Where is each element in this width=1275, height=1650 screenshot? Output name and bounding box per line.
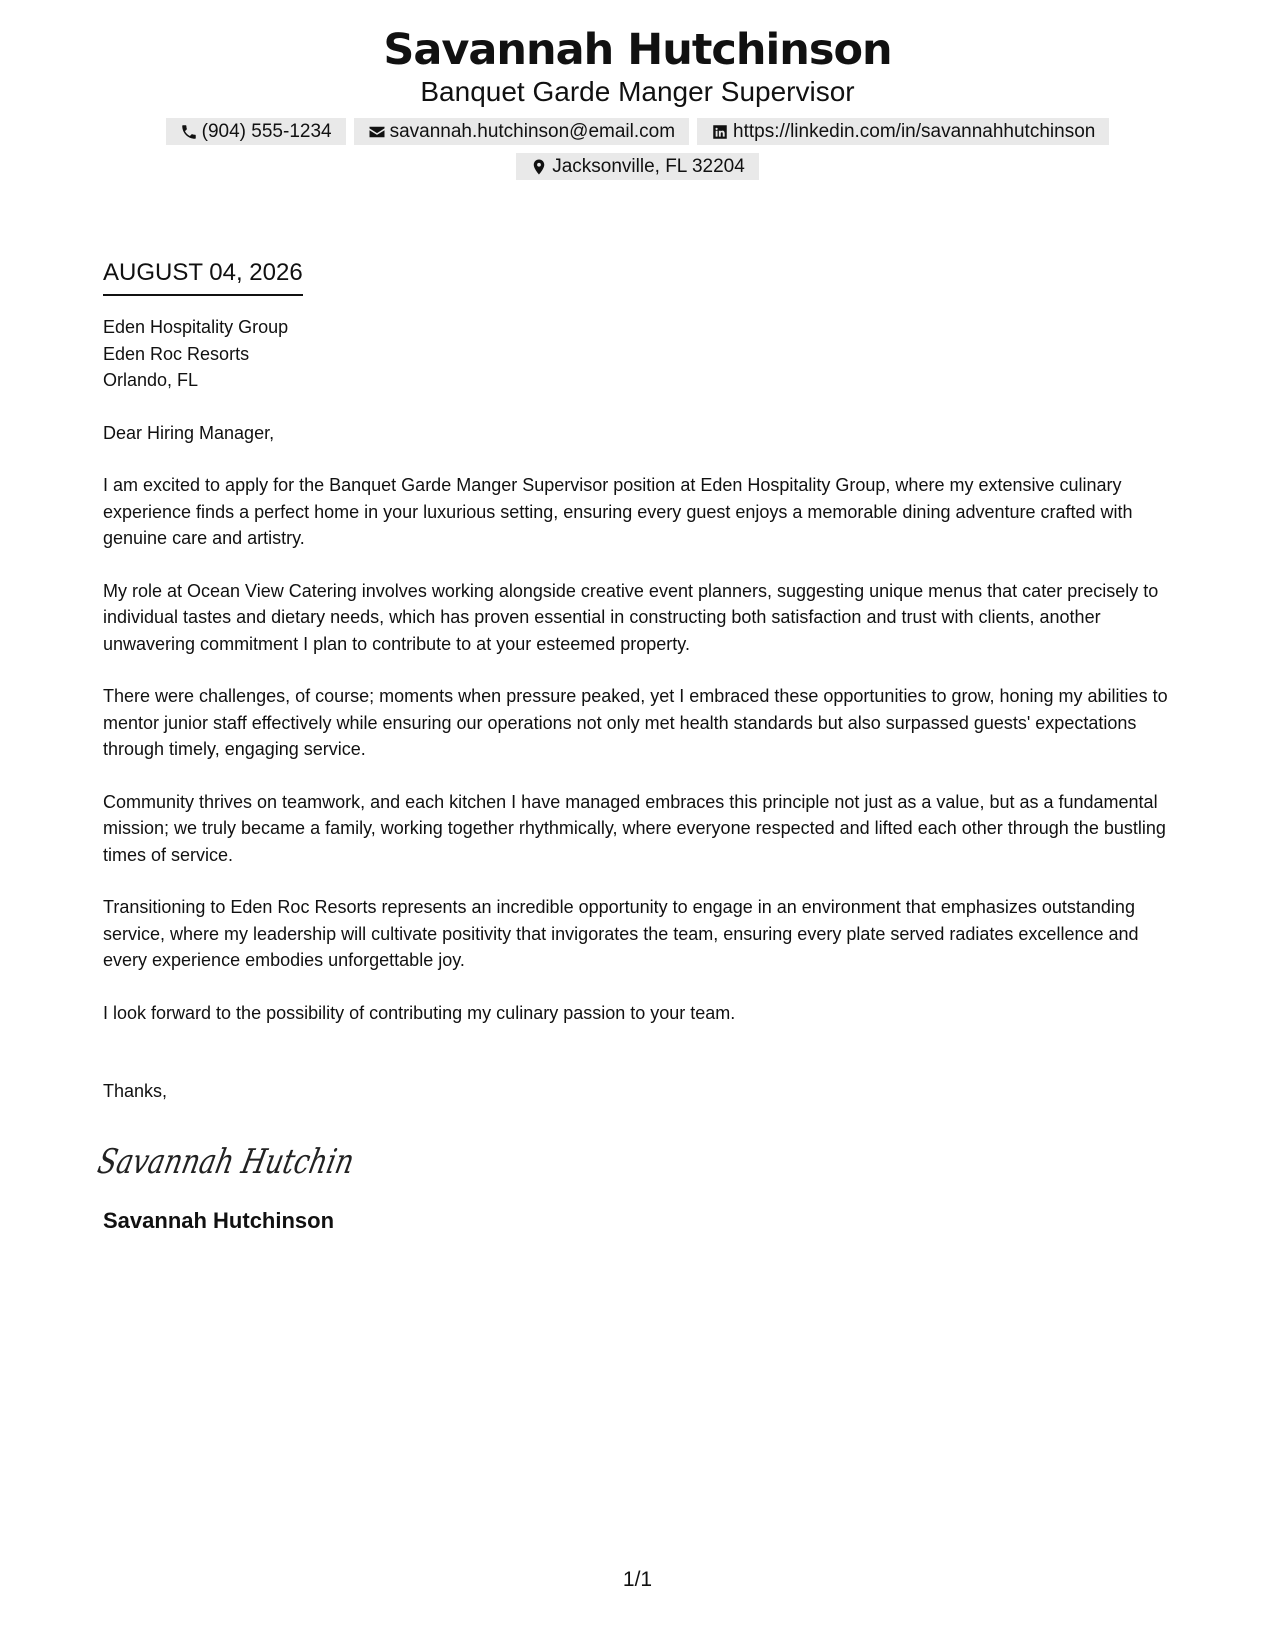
recipient-address	[103, 314, 1173, 394]
letter-body	[94, 258, 1173, 1235]
paragraph: Community thrives on teamwork, and each kitchen I have managed embraces this principle not just as a value, but as a fundamental mission; we truly became a family, working together rhythmically, where everyone respected and lifted each other through the bustling times of service.	[103, 791, 1166, 865]
contact-email[interactable]	[354, 118, 689, 145]
contact-location	[516, 153, 759, 180]
paragraph: Transitioning to Eden Roc Resorts represents an incredible opportunity to engage in an environment that emphasizes outstanding service, where my leadership will cultivate positivity that invigorates the team, ensuring every plate served radiates excellence and every experience embodies unforgettable joy.	[103, 897, 1139, 970]
signature-image	[94, 1131, 422, 1191]
letter-date: AUGUST 04, 2026	[103, 258, 303, 296]
linkedin-text: https://linkedin.com/in/savannahhutchinson	[733, 120, 1096, 142]
svg-text:Savannah Hutchin: Savannah Hutchin	[94, 1141, 422, 1182]
recipient-company: Eden Hospitality Group	[103, 317, 289, 337]
linkedin-icon	[711, 123, 729, 141]
recipient-organization: Eden Roc Resorts	[103, 343, 250, 364]
paragraph: My role at Ocean View Catering involves working alongside creative event planners, suggesting unique menus that cater precisely to individual tastes and dietary needs, which has proven essential in constructing both satisfaction and trust with clients, another unwavering commitment I plan to contribute to at your esteemed property.	[103, 580, 1159, 654]
location-text: Jacksonville, FL 32204	[552, 155, 745, 177]
letter-header	[0, 22, 1275, 180]
phone-text: (904) 555-1234	[201, 120, 332, 142]
envelope-icon	[368, 123, 386, 141]
paragraph: I look forward to the possibility of contributing my culinary passion to your team.	[103, 1002, 736, 1023]
applicant-job-title: Banquet Garde Manger Supervisor	[420, 76, 855, 107]
closing: Thanks,	[103, 1081, 168, 1101]
salutation: Dear Hiring Manager,	[103, 422, 275, 443]
contact-linkedin[interactable]	[697, 118, 1109, 145]
paragraph: I am excited to apply for the Banquet Garde Manger Supervisor position at Eden Hospitality Group, where my extensive culinary experience finds a perfect home in your luxurious setting, ensuring every guest enjoys a memorable dining adventure crafted with genuine care and artistry.	[103, 475, 1133, 548]
contact-phone	[166, 118, 346, 145]
email-text: savannah.hutchinson@email.com	[389, 120, 676, 142]
map-marker-icon	[530, 158, 548, 176]
signer-name: Savannah Hutchinson	[103, 1207, 335, 1233]
contact-info	[148, 118, 1128, 180]
page-number: 1/1	[622, 1568, 653, 1591]
handwritten-signature	[94, 1131, 1173, 1191]
recipient-location: Orlando, FL	[103, 370, 199, 390]
applicant-name: Savannah Hutchinson	[383, 25, 892, 75]
paragraph: There were challenges, of course; moments when pressure peaked, yet I embraced these opportunities to grow, honing my abilities to mentor junior staff effectively while ensuring our operations not only met health standards but also surpassed guests' expectations through timely, engaging service.	[103, 686, 1168, 759]
phone-icon	[180, 123, 198, 141]
